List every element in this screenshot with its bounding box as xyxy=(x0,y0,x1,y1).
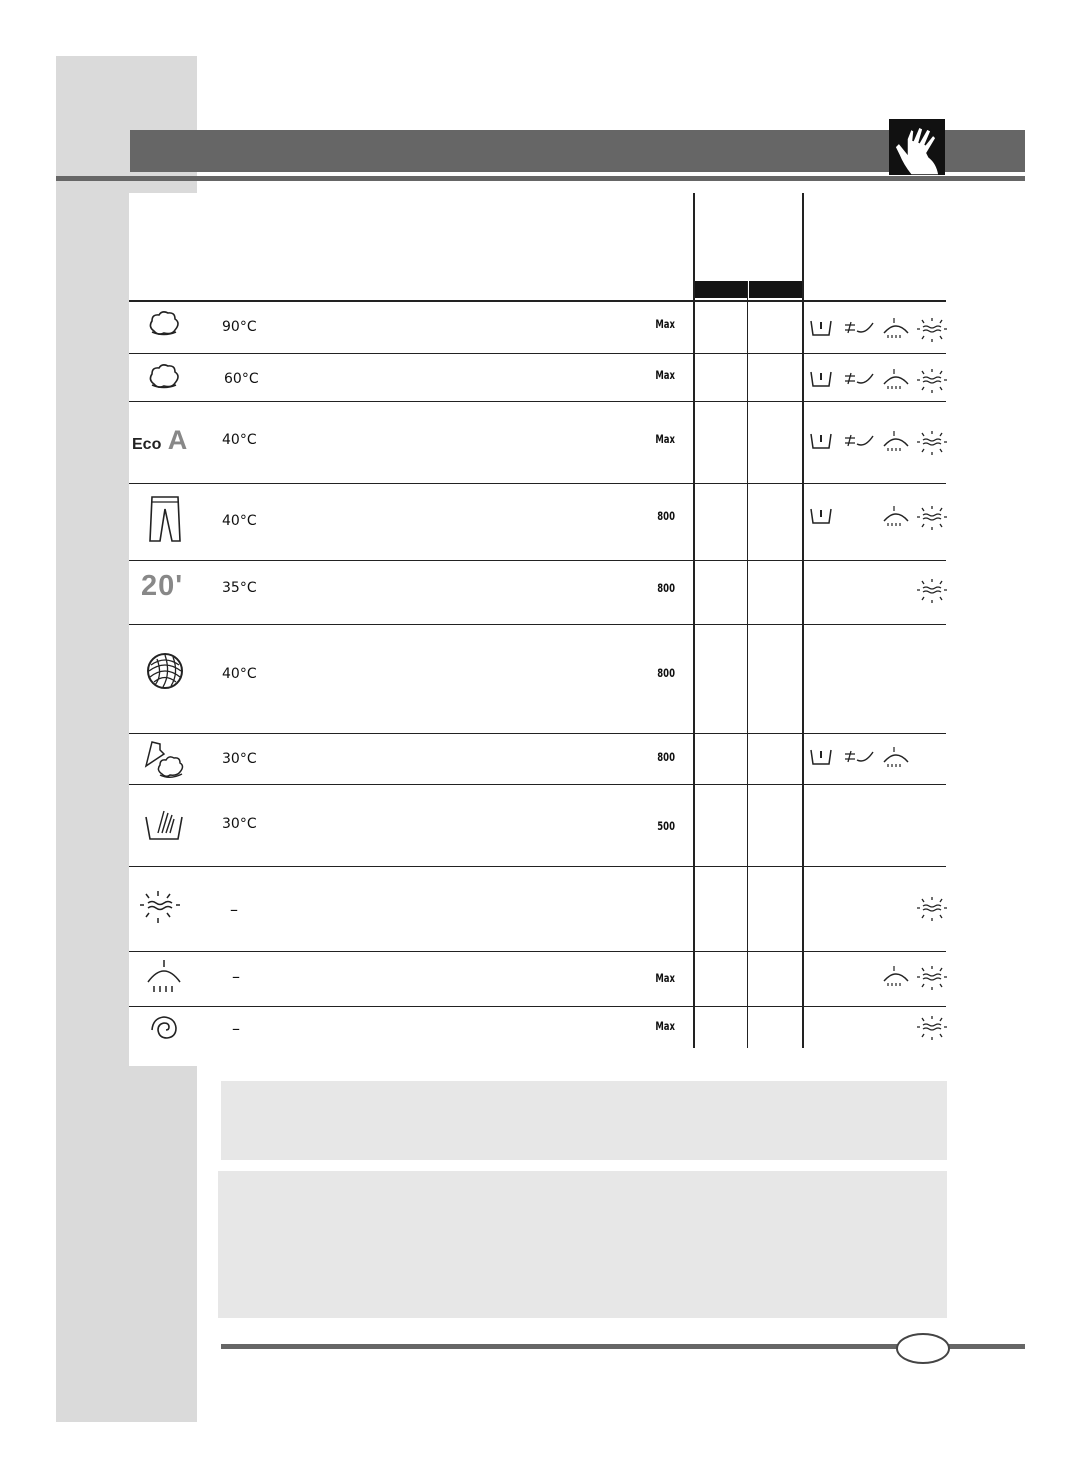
column-divider xyxy=(693,193,695,1048)
temperature: – xyxy=(232,1019,240,1038)
spin-phase-icon xyxy=(916,317,948,343)
spin-speed: Max xyxy=(655,317,675,331)
spin-phase-icon xyxy=(916,1015,948,1041)
spin-phase-icon xyxy=(916,505,948,531)
temperature: 30°C xyxy=(222,816,257,832)
row-divider xyxy=(129,353,946,354)
spin-speed: 800 xyxy=(657,750,675,764)
temperature: 35°C xyxy=(222,580,257,596)
jeans-icon xyxy=(148,495,184,543)
column-divider xyxy=(802,193,804,1048)
row-divider xyxy=(129,951,946,952)
spin-phase-icon xyxy=(916,578,948,604)
temperature: 40°C xyxy=(222,432,257,448)
row-divider xyxy=(129,401,946,402)
spin-speed: 800 xyxy=(657,666,675,680)
rinse-phase-icon xyxy=(882,746,914,772)
wash-phase-icon xyxy=(843,746,875,772)
spin-speed: 800 xyxy=(657,509,675,523)
quick-20-icon: 20' xyxy=(141,570,184,602)
rinse-symbol-icon xyxy=(144,958,184,996)
header-swatch xyxy=(695,281,747,298)
rinse-phase-icon xyxy=(882,965,914,991)
spin-speed: Max xyxy=(655,432,675,446)
eco-a-icon xyxy=(132,425,187,456)
eco-letter: A xyxy=(167,425,188,455)
note-box xyxy=(218,1171,947,1318)
temperature: 90°C xyxy=(222,319,257,335)
row-divider xyxy=(129,560,946,561)
spin-speed: Max xyxy=(655,971,675,985)
rinse-phase-icon xyxy=(882,430,914,456)
pre-wash-phase-icon xyxy=(809,317,841,343)
pre-wash-phase-icon xyxy=(809,368,841,394)
wool-icon xyxy=(145,651,185,691)
temperature: – xyxy=(230,900,238,919)
spin-phase-icon xyxy=(916,965,948,991)
row-divider xyxy=(129,733,946,734)
spin-speed: 500 xyxy=(657,819,675,833)
wash-phase-icon xyxy=(843,317,875,343)
cotton-icon xyxy=(146,362,182,392)
rinse-phase-icon xyxy=(882,317,914,343)
pre-wash-phase-icon xyxy=(809,746,841,772)
pre-wash-phase-icon xyxy=(809,430,841,456)
column-divider xyxy=(747,281,748,1048)
pre-wash-phase-icon xyxy=(809,505,841,531)
table-header-rule xyxy=(129,300,946,302)
drain-spiral-icon xyxy=(148,1013,184,1047)
cotton-icon xyxy=(146,309,182,339)
row-divider xyxy=(129,1006,946,1007)
hand-icon xyxy=(889,119,945,175)
spin-speed: Max xyxy=(655,1019,675,1033)
spin-phase-icon xyxy=(916,368,948,394)
spin-speed: 800 xyxy=(657,581,675,595)
synthetic-cotton-icon xyxy=(142,740,188,780)
header-swatch xyxy=(749,281,802,298)
temperature: 30°C xyxy=(222,751,257,767)
temperature: – xyxy=(232,967,240,986)
note-box xyxy=(221,1081,947,1160)
rinse-phase-icon xyxy=(882,505,914,531)
rinse-phase-icon xyxy=(882,368,914,394)
eco-label: Eco xyxy=(132,436,162,453)
row-divider xyxy=(129,483,946,484)
spin-symbol-icon xyxy=(138,889,182,925)
hand-wash-icon xyxy=(144,805,184,843)
spin-phase-icon xyxy=(916,896,948,922)
header-rule xyxy=(56,176,1025,181)
temperature: 60°C xyxy=(224,371,259,387)
wash-phase-icon xyxy=(843,368,875,394)
row-divider xyxy=(129,784,946,785)
row-divider xyxy=(129,624,946,625)
page-number-oval xyxy=(896,1333,950,1364)
row-divider xyxy=(129,866,946,867)
temperature: 40°C xyxy=(222,666,257,682)
wash-phase-icon xyxy=(843,430,875,456)
temperature: 40°C xyxy=(222,513,257,529)
spin-speed: Max xyxy=(655,368,675,382)
spin-phase-icon xyxy=(916,430,948,456)
